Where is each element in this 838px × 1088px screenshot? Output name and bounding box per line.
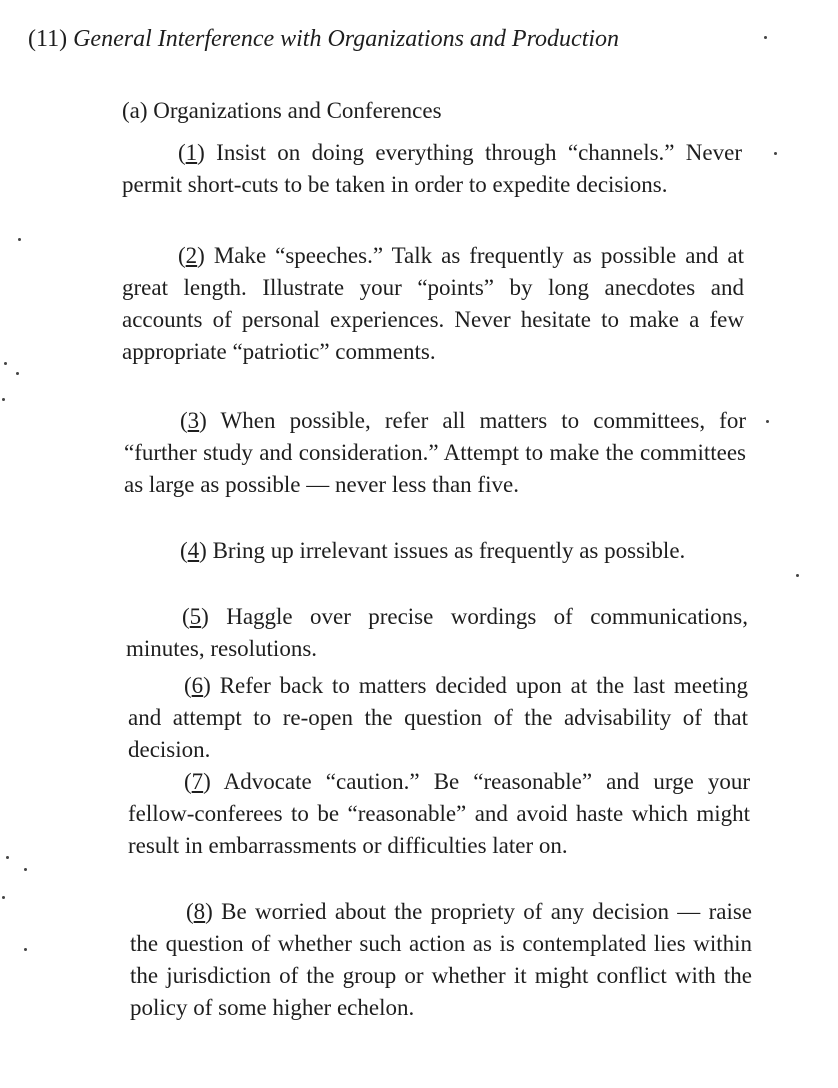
scan-speck (24, 948, 27, 951)
scan-speck (6, 856, 9, 859)
item-number: 6 (191, 673, 204, 698)
item-number: 5 (189, 604, 202, 629)
scan-speck (24, 868, 27, 871)
scan-speck (796, 574, 799, 577)
item-text: Haggle over precise wordings of communications, minutes, resolutions. (126, 604, 748, 661)
item-text: Refer back to matters decided upon at the last meeting and attempt to re-open the question of the advisability of that decision. (128, 673, 748, 762)
scan-speck (16, 372, 19, 375)
scan-speck (2, 896, 5, 899)
item-text: When possible, refer all matters to committees, for “further study and consideration.” Attempt to make the committees as large as possible — never less than five. (124, 408, 747, 497)
item-number: 3 (187, 408, 200, 433)
item-number: 1 (185, 140, 198, 165)
list-item: (3) When possible, refer all matters to committees, for “further study and consideration.” Attempt to make the committees as large as possible — never less than five. (124, 408, 747, 497)
item-number: 4 (187, 538, 200, 563)
item-number: 2 (185, 243, 198, 268)
scan-speck (774, 152, 777, 155)
subsection-heading: (a) Organizations and Conferences (122, 98, 442, 123)
section-heading (28, 24, 748, 55)
section-title: General Interference with Organizations and Production (73, 26, 620, 52)
list-item: (8) Be worried about the propriety of any decision — raise the question of whether such action as is contemplated lies within the jurisdiction of the group or whether it might conflict with the policy of some higher echelon. (130, 899, 752, 1020)
list-item: (7) Advocate “caution.” Be “reasonable” and urge your fellow-conferees to be “reasonable” and avoid haste which might result in embarrassments or difficulties later on. (128, 769, 750, 858)
scan-speck (18, 238, 21, 241)
list-item: (4) Bring up irrelevant issues as frequently as possible. (180, 538, 686, 563)
item-number: 8 (193, 899, 206, 924)
scan-speck (764, 36, 767, 39)
list-item: (2) Make “speeches.” Talk as frequently as possible and at great length. Illustrate your “points” by long anecdotes and accounts of personal experiences. Never hesitate to make a few appropriate “patriotic” comments. (122, 243, 744, 364)
list-item: (6) Refer back to matters decided upon at the last meeting and attempt to re-open the question of the advisability of that decision. (128, 673, 748, 762)
list-item: (1) Insist on doing everything through “channels.” Never permit short-cuts to be taken in order to expedite decisions. (122, 140, 742, 197)
section-number: (11) (28, 26, 68, 52)
item-text: Insist on doing everything through “channels.” Never permit short-cuts to be taken in order to expedite decisions. (122, 140, 742, 197)
item-text: Advocate “caution.” Be “reasonable” and urge your fellow-conferees to be “reasonable” and avoid haste which might result in embarrassments or difficulties later on. (128, 769, 750, 858)
item-text: Be worried about the propriety of any decision — raise the question of whether such action as is contemplated lies within the jurisdiction of the group or whether it might conflict with the policy of some higher echelon. (130, 899, 752, 1020)
scan-speck (766, 420, 769, 423)
list-item: (5) Haggle over precise wordings of communications, minutes, resolutions. (126, 604, 748, 661)
item-text: Bring up irrelevant issues as frequently as possible. (212, 538, 686, 563)
item-number: 7 (191, 769, 204, 794)
scan-speck (4, 362, 7, 365)
scan-speck (2, 398, 5, 401)
item-text: Make “speeches.” Talk as frequently as possible and at great length. Illustrate your “points” by long anecdotes and accounts of personal experiences. Never hesitate to make a few appropriate “patriotic” comments. (122, 243, 744, 364)
